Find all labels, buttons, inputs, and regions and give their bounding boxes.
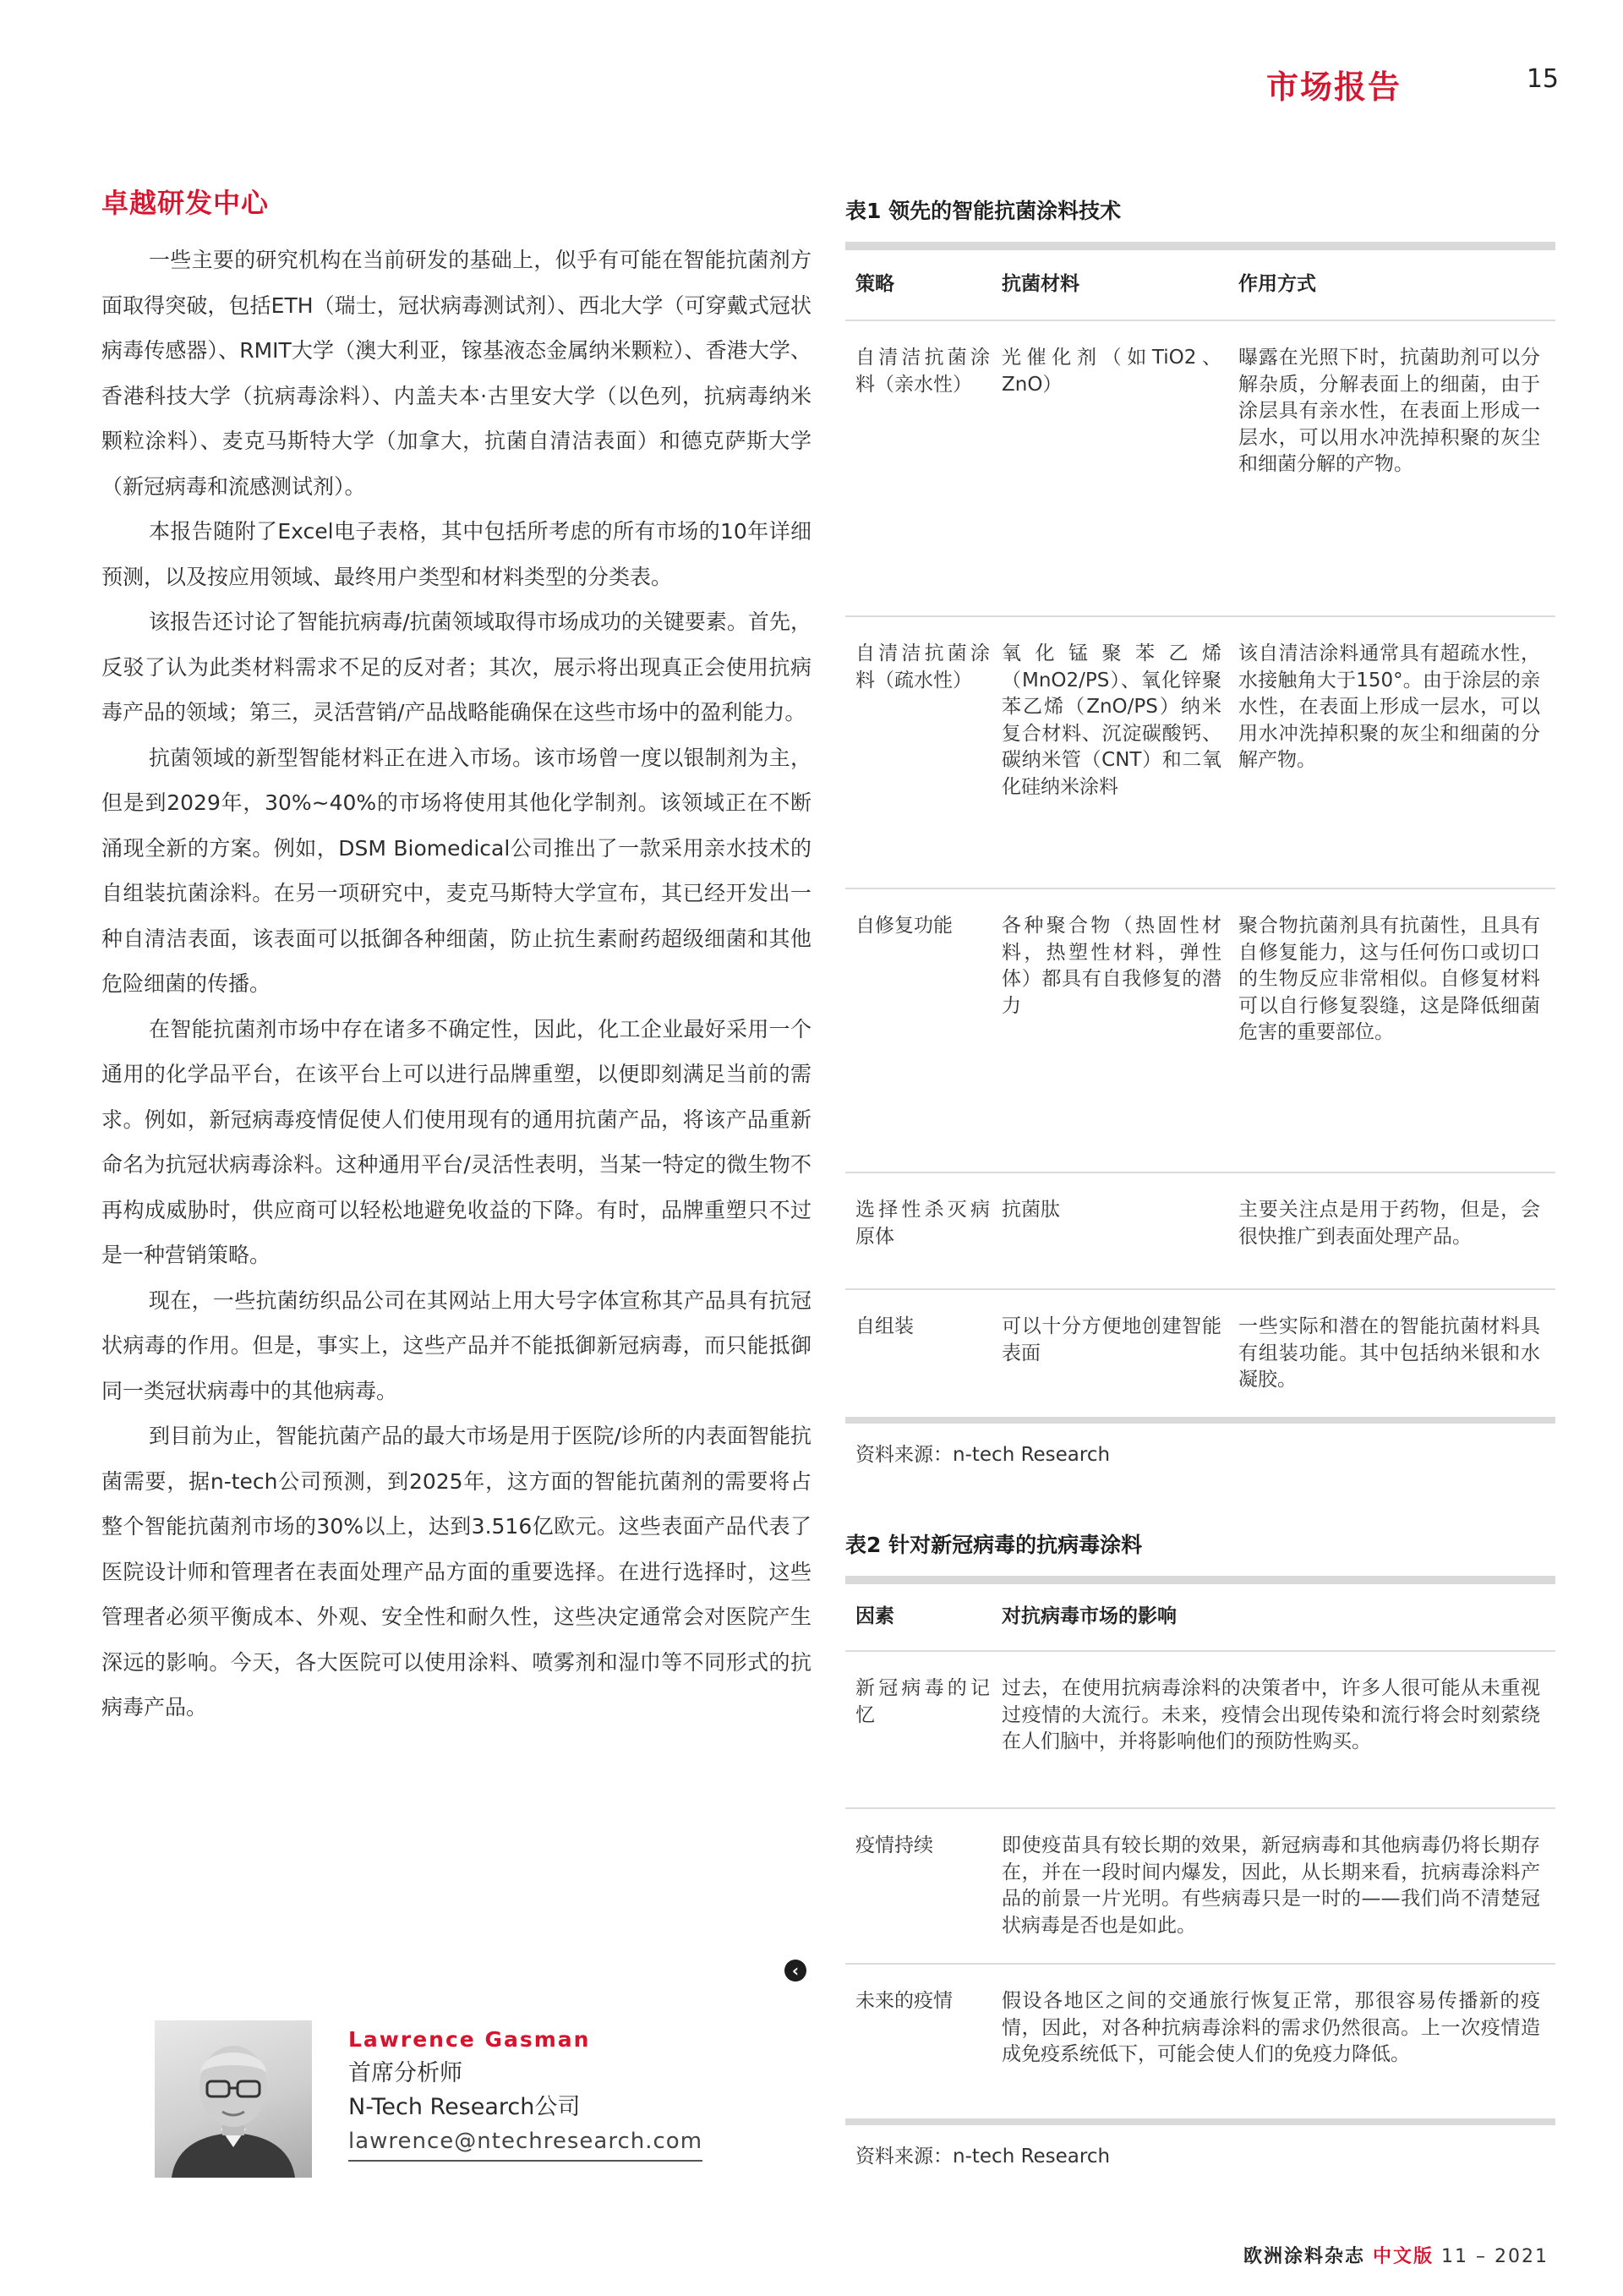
table-top-rule <box>845 242 1555 250</box>
table-caption: 表1 领先的智能抗菌涂料技术 <box>845 199 1122 223</box>
table-row <box>845 1809 1555 1965</box>
article-paragraph: 现在，一些抗菌纺织品公司在其网站上用大号字体宣称其产品具有抗冠状病毒的作用。但是，事实上，这些产品并不能抵御新冠病毒，而只能抵御同一类冠状病毒中的其他病毒。 <box>101 1287 812 1403</box>
table-cell: 过去，在使用抗病毒涂料的决策者中，许多人很可能从未重视过疫情的大流行。未来，疫情会出现传染和流行将会时刻萦绕在人们脑中，并将影响他们的预防性购买。 <box>1002 1677 1540 1752</box>
article-paragraph: 抗菌领域的新型智能材料正在进入市场。该市场曾一度以银制剂为主，但是到2029年，30%~40%的市场将使用其他化学制剂。该领域正在不断涌现全新的方案。例如，DSM Biomedical公司推出了一款采用亲水技术的自组装抗菌涂料。在另一项研究中，麦克马斯特大学宣布，其已经开发出一种自清洁表面，该表面可以抵御各种细菌，防止抗生素耐药超级细菌和其他危险细菌的传播。 <box>101 745 812 996</box>
table-header-cell: 策略 <box>855 273 894 296</box>
article-paragraph: 一些主要的研究机构在当前研发的基础上，似乎有可能在智能抗菌剂方面取得突破，包括ETH（瑞士，冠状病毒测试剂）、西北大学（可穿戴式冠状病毒传感器）、RMIT大学（澳大利亚，镓基液态金属纳米颗粒）、香港大学、香港科技大学（抗病毒涂料）、内盖夫本·古里安大学（以色列，抗病毒纳米颗粒涂料）、麦克马斯特大学（加拿大，抗菌自清洁表面）和德克萨斯大学（新冠病毒和流感测试剂）。 <box>101 248 812 499</box>
table-header-cell: 对抗病毒市场的影响 <box>1002 1605 1177 1628</box>
back-arrow-icon: ‹ <box>784 1960 806 1982</box>
table-cell: 自组装 <box>855 1315 914 1337</box>
table-row <box>845 889 1555 1173</box>
table-row <box>845 321 1555 617</box>
table-cell: 疫情持续 <box>855 1834 933 1856</box>
table-cell: 氧化锰聚苯乙烯（MnO2/PS）、氧化锌聚苯乙烯（ZnO/PS）纳米复合材料、沉淀碳酸钙、碳纳米管（CNT）和二氧化硅纳米涂料 <box>1002 642 1221 798</box>
table-cell: 抗菌肽 <box>1002 1199 1060 1221</box>
article-paragraph: 在智能抗菌剂市场中存在诸多不确定性，因此，化工企业最好采用一个通用的化学品平台，在该平台上可以进行品牌重塑，以便即刻满足当前的需求。例如，新冠病毒疫情促使人们使用现有的通用抗菌产品，将该产品重新命名为抗冠状病毒涂料。这种通用平台/灵活性表明，当某一特定的微生物不再构成威胁时，供应商可以轻松地避免收益的下降。有时，品牌重塑只不过是一种营销策略。 <box>101 1016 812 1267</box>
table-header-cell: 作用方式 <box>1238 273 1316 296</box>
table-cell: 假设各地区之间的交通旅行恢复正常，那很容易传播新的疫情，因此，对各种抗病毒涂料的需求仍然很高。上一次疫情造成免疫系统低下，可能会使人们的免疫力降低。 <box>1002 1990 1540 2065</box>
table-caption: 表2 针对新冠病毒的抗病毒涂料 <box>845 1533 1143 1557</box>
table-cell: 一些实际和潜在的智能抗菌材料具有组装功能。其中包括纳米银和水凝胶。 <box>1238 1315 1540 1391</box>
table-row <box>845 617 1555 889</box>
table-header-cell: 因素 <box>855 1605 894 1628</box>
footer-edition: 中文版 <box>1373 2246 1434 2267</box>
author-portrait-icon <box>155 2020 312 2178</box>
footer-magazine: 欧洲涂料杂志 <box>1243 2246 1366 2267</box>
table-cell: 各种聚合物（热固性材料，热塑性材料，弹性体）都具有自我修复的潜力 <box>1002 915 1221 1017</box>
table-source: 资料来源：n-tech Research <box>855 1444 1111 1466</box>
author-email-link[interactable]: lawrence@ntechresearch.com <box>348 2124 702 2162</box>
page-number: 15 <box>1526 64 1559 94</box>
table-cell: 光催化剂（如TiO2、ZnO） <box>1002 347 1221 396</box>
section-heading: 卓越研发中心 <box>101 187 270 219</box>
table-header-cell: 抗菌材料 <box>1002 273 1079 296</box>
table-header-row <box>845 1584 1555 1652</box>
table-row <box>845 1965 1555 2118</box>
table-cell: 选择性杀灭病原体 <box>855 1199 990 1248</box>
table-top-rule <box>845 1576 1555 1584</box>
article-paragraph: 到目前为止，智能抗菌产品的最大市场是用于医院/诊所的内表面智能抗菌需要，据n-tech公司预测，到2025年，这方面的智能抗菌剂的需要将占整个智能抗菌剂市场的30%以上，达到3.516亿欧元。这些表面产品代表了医院设计师和管理者在表面处理产品方面的重要选择。在进行选择时，这些管理者必须平衡成本、外观、安全性和耐久性，这些决定通常会对医院产生深远的影响。今天，各大医院可以使用涂料、喷雾剂和湿巾等不同形式的抗病毒产品。 <box>101 1424 812 1719</box>
table-source: 资料来源：n-tech Research <box>855 2146 1111 2168</box>
table-cell: 未来的疫情 <box>855 1990 953 2012</box>
table-cell: 可以十分方便地创建智能表面 <box>1002 1315 1221 1364</box>
table-cell: 该自清洁涂料通常具有超疏水性，水接触角大于150°。由于涂层的亲水性，在表面上形成一层水，可以用水冲洗掉积聚的灰尘和细菌的分解产物。 <box>1238 642 1540 771</box>
table-cell: 自清洁抗菌涂料（亲水性） <box>855 347 990 396</box>
author-info <box>348 2027 702 2162</box>
author-title: 首席分析师 <box>348 2060 462 2086</box>
table-1 <box>845 194 1555 1467</box>
author-company: N-Tech Research公司 <box>348 2094 581 2120</box>
table-row <box>845 1290 1555 1417</box>
table-cell: 聚合物抗菌剂具有抗菌性，且具有自修复能力，这与任何伤口或切口的生物反应非常相似。自修复材料可以自行修复裂缝，这是降低细菌危害的重要部位。 <box>1238 915 1540 1043</box>
table-row <box>845 1173 1555 1290</box>
table-cell: 曝露在光照下时，抗菌助剂可以分解杂质，分解表面上的细菌，由于涂层具有亲水性，在表面上形成一层水，可以用水冲洗掉积聚的灰尘和细菌分解的产物。 <box>1238 347 1540 475</box>
table-cell: 自清洁抗菌涂料（疏水性） <box>855 642 990 692</box>
table-cell: 即使疫苗具有较长期的效果，新冠病毒和其他病毒仍将长期存在，并在一段时间内爆发，因此，从长期来看，抗病毒涂料产品的前景一片光明。有些病毒只是一时的——我们尚不清楚冠状病毒是否也是如此。 <box>1002 1834 1540 1937</box>
footer-issue: 11 – 2021 <box>1441 2246 1549 2267</box>
table-cell: 主要关注点是用于药物，但是，会很快推广到表面处理产品。 <box>1238 1199 1540 1248</box>
page-footer <box>1243 2242 1549 2268</box>
table-cell: 新冠病毒的记忆 <box>855 1677 990 1726</box>
author-name: Lawrence Gasman <box>348 2027 591 2052</box>
article-paragraph: 本报告随附了Excel电子表格，其中包括所考虑的所有市场的10年详细预测，以及按应用领域、最终用户类型和材料类型的分类表。 <box>101 519 812 589</box>
article-body <box>101 182 812 1730</box>
article-paragraph: 该报告还讨论了智能抗病毒/抗菌领域取得市场成功的关键要素。首先，反驳了认为此类材料需求不足的反对者；其次，展示将出现真正会使用抗病毒产品的领域；第三，灵活营销/产品战略能确保在这些市场中的盈利能力。 <box>101 610 812 724</box>
table-2 <box>845 1528 1555 2168</box>
table-bottom-rule <box>845 2118 1555 2125</box>
table-row <box>845 1652 1555 1809</box>
table-header-row <box>845 250 1555 321</box>
table-bottom-rule <box>845 1417 1555 1424</box>
table-cell: 自修复功能 <box>855 915 953 937</box>
section-title: 市场报告 <box>1265 68 1402 106</box>
